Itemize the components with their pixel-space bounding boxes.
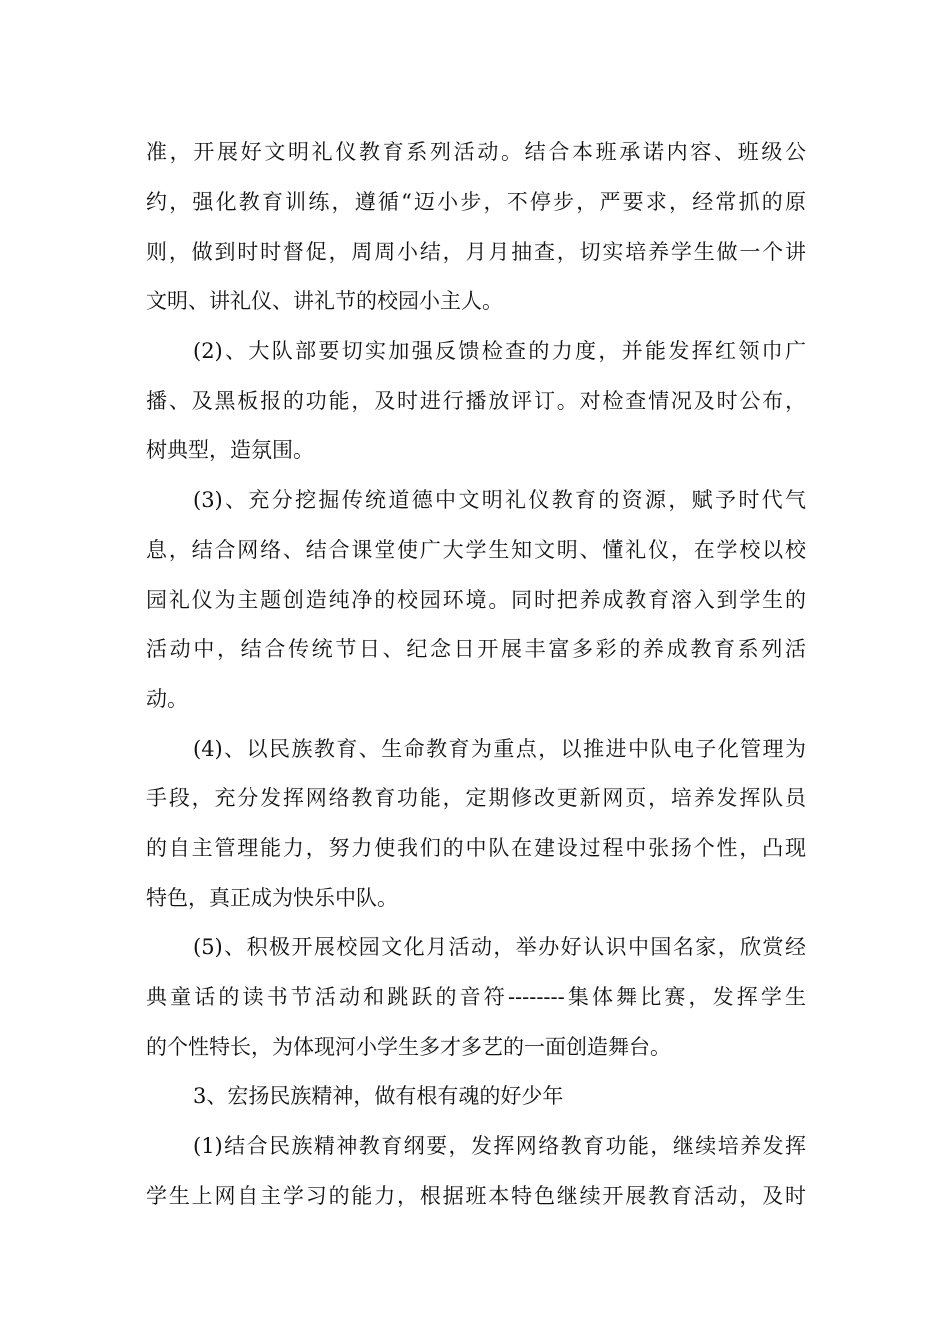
text-line: 则，做到时时督促，周周小结，月月抽查，切实培养学生做一个讲	[146, 240, 806, 264]
text-line: 的个性特长，为体现河小学生多才多艺的一面创造舞台。	[146, 1035, 671, 1059]
text-line: 准，开展好文明礼仪教育系列活动。结合本班承诺内容、班级公	[146, 140, 806, 164]
text-line: (1)结合民族精神教育纲要，发挥网络教育功能，继续培养发挥	[193, 1134, 806, 1158]
text-line: 特色，真正成为快乐中队。	[146, 886, 398, 910]
text-line: (4)、以民族教育、生命教育为重点，以推进中队电子化管理为	[193, 737, 806, 761]
text-line: 动。	[146, 687, 188, 711]
text-line: (3)、充分挖掘传统道德中文明礼仪教育的资源，赋予时代气	[193, 488, 806, 512]
text-line: (2)、大队部要切实加强反馈检查的力度，并能发挥红领巾广	[193, 339, 806, 363]
text-line: 活动中，结合传统节日、纪念日开展丰富多彩的养成教育系列活	[146, 637, 806, 661]
text-line: 播、及黑板报的功能，及时进行播放评订。对检查情况及时公布，	[146, 389, 806, 413]
text-line: 学生上网自主学习的能力，根据班本特色继续开展教育活动，及时	[146, 1184, 806, 1208]
text-line: 文明、讲礼仪、讲礼节的校园小主人。	[146, 289, 503, 313]
text-line: 的自主管理能力，努力使我们的中队在建设过程中张扬个性，凸现	[146, 836, 806, 860]
text-line: 园礼仪为主题创造纯净的校园环境。同时把养成教育溶入到学生的	[146, 588, 806, 612]
text-line: 息，结合网络、结合课堂使广大学生知文明、懂礼仪，在学校以校	[146, 538, 806, 562]
text-line: 树典型，造氛围。	[146, 438, 314, 462]
text-line: 典童话的读书节活动和跳跃的音符--------集体舞比赛，发挥学生	[146, 985, 806, 1009]
section-heading: 3、宏扬民族精神，做有根有魂的好少年	[193, 1084, 564, 1108]
text-line: (5)、积极开展校园文化月活动，举办好认识中国名家，欣赏经	[193, 935, 806, 959]
text-line: 约，强化教育训练，遵循“迈小步，不停步，严要求，经常抓的原	[146, 190, 806, 214]
text-line: 手段，充分发挥网络教育功能，定期修改更新网页，培养发挥队员	[146, 786, 806, 810]
